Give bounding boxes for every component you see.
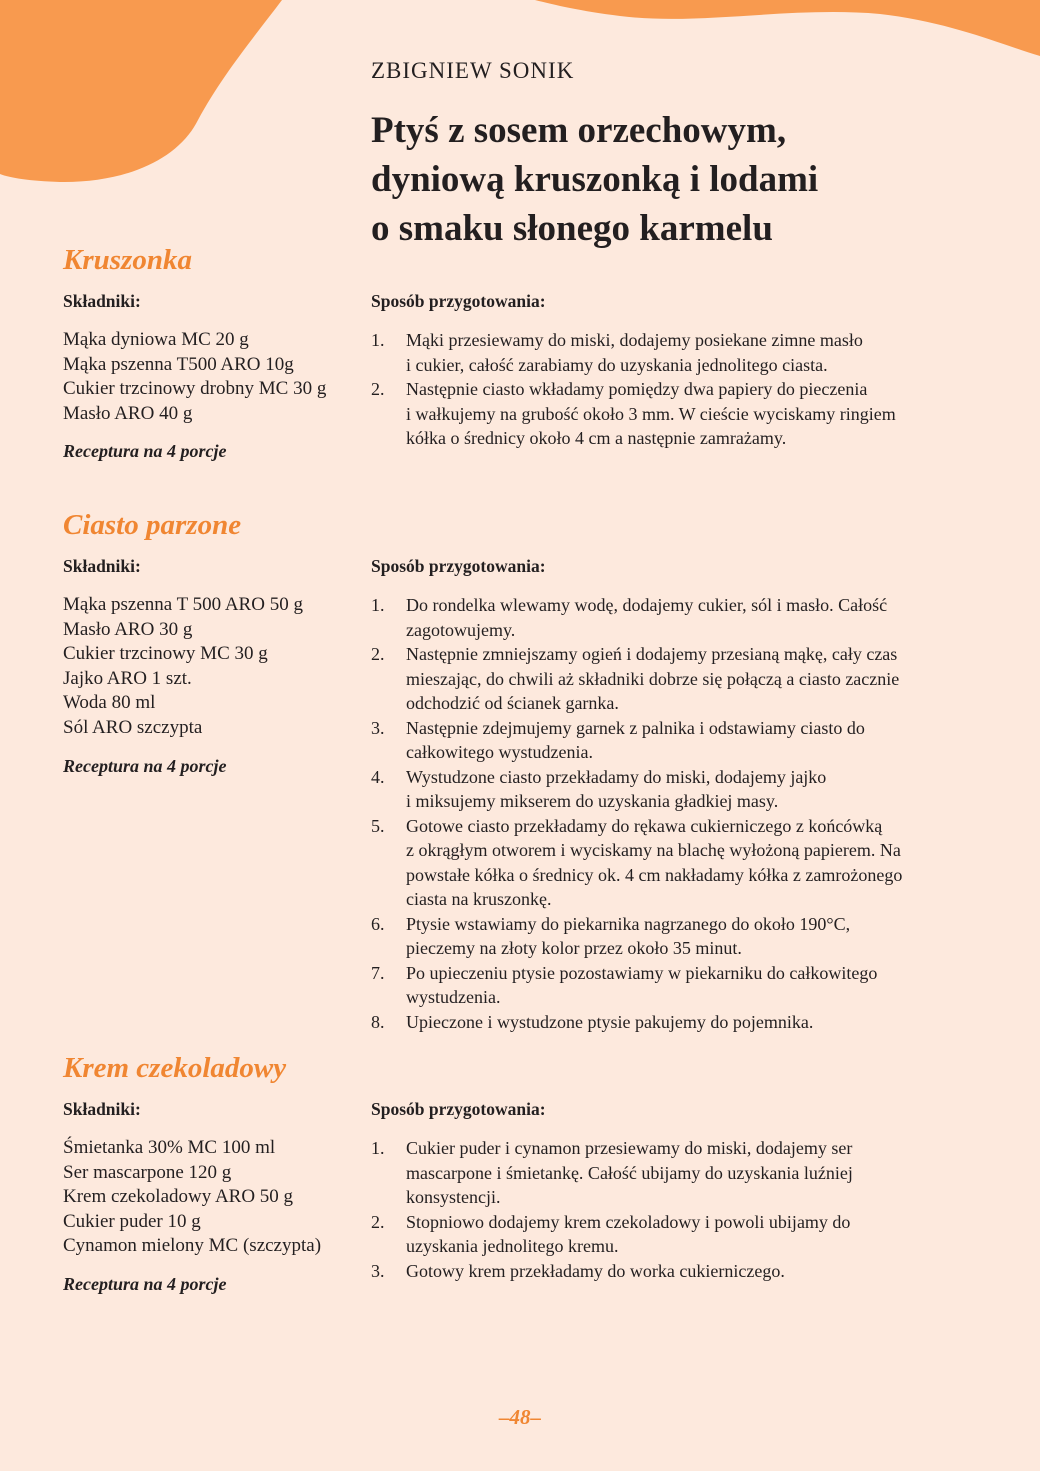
- step-line: i cukier, całość zarabiamy do uzyskania jednolitego ciasta.: [406, 354, 828, 375]
- step-line: Następnie zmniejszamy ogień i dodajemy przesianą mąkę, cały czas: [406, 644, 898, 664]
- top-right-blob: [535, 0, 1040, 56]
- method-step: [371, 328, 976, 377]
- method-label: Sposób przygotowania:: [371, 556, 546, 576]
- step-line: uzyskania jednolitego kremu.: [406, 1236, 619, 1256]
- step-number: 1.: [371, 330, 385, 350]
- method-step: [371, 1136, 976, 1210]
- ingredient-item: Cukier puder 10 g: [63, 1210, 201, 1232]
- step-number: 5.: [371, 815, 385, 836]
- ingredient-item: Śmietanka 30% MC 100 ml: [63, 1137, 276, 1158]
- step-number: 7.: [371, 962, 385, 983]
- method-step: [371, 961, 976, 1010]
- method-step: [371, 912, 976, 961]
- step-line: Upieczone i wystudzone ptysie pakujemy do pojemnika.: [406, 1011, 814, 1032]
- ingredient-item: Sól ARO szczypta: [63, 716, 203, 738]
- step-line: mascarpone i śmietankę. Całość ubijamy do uzyskania luźniej: [406, 1162, 853, 1183]
- ingredient-item: Mąka dyniowa MC 20 g: [63, 329, 249, 350]
- section-title: Ciasto parzone: [63, 509, 242, 541]
- step-line: ciasta na kruszonkę.: [406, 889, 552, 909]
- recipe-title: [371, 106, 991, 253]
- step-line: Ptysie wstawiamy do piekarnika nagrzanego do około 190°C,: [406, 913, 851, 934]
- step-line: Wystudzone ciasto przekładamy do miski, dodajemy jajko: [406, 766, 827, 787]
- step-line: Po upieczeniu ptysie pozostawiamy w piekarniku do całkowitego: [406, 962, 878, 983]
- servings-note: Receptura na 4 porcje: [63, 1274, 227, 1294]
- step-line: mieszając, do chwili aż składniki dobrze się połączą a ciasto zacznie: [406, 668, 900, 689]
- servings-note: Receptura na 4 porcje: [63, 441, 227, 461]
- step-number: 3.: [371, 1260, 385, 1281]
- ingredients-label: Składniki:: [63, 556, 141, 576]
- top-left-blob: [0, 0, 282, 182]
- step-line: Stopniowo dodajemy krem czekoladowy i powoli ubijamy do: [406, 1211, 851, 1232]
- step-line: Gotowe ciasto przekładamy do rękawa cukierniczego z końcówką: [406, 815, 883, 836]
- section-title: Kruszonka: [63, 244, 192, 276]
- title-line: dyniową kruszonką i lodami: [371, 159, 819, 200]
- method-step: [371, 642, 976, 716]
- ingredient-item: Masło ARO 30 g: [63, 618, 193, 640]
- step-line: Następnie zdejmujemy garnek z palnika i odstawiamy ciasto do: [406, 717, 865, 738]
- method-step: [371, 765, 976, 814]
- step-line: konsystencji.: [406, 1187, 501, 1207]
- step-line: Gotowy krem przekładamy do worka cukierniczego.: [406, 1260, 785, 1281]
- step-number: 2.: [371, 1211, 385, 1232]
- method-step: [371, 377, 976, 451]
- ingredient-item: Woda 80 ml: [63, 692, 156, 713]
- step-line: i miksujemy mikserem do uzyskania gładkiej masy.: [406, 791, 779, 811]
- step-number: 6.: [371, 913, 385, 934]
- method-step: [371, 1010, 976, 1035]
- section-title: Krem czekoladowy: [63, 1052, 287, 1084]
- ingredients-label: Składniki:: [63, 1099, 141, 1119]
- method-step: [371, 1259, 976, 1284]
- method-step: [371, 716, 976, 765]
- step-line: kółka o średnicy około 4 cm a następnie zamrażamy.: [406, 428, 787, 448]
- step-number: 4.: [371, 766, 385, 787]
- step-line: i wałkujemy na grubość około 3 mm. W cieście wyciskamy ringiem: [406, 403, 896, 424]
- method-step: [371, 593, 976, 642]
- step-number: 2.: [371, 644, 385, 664]
- step-line: powstałe kółka o średnicy ok. 4 cm nakładamy kółka z zamrożonego: [406, 864, 903, 885]
- step-line: Do rondelka wlewamy wodę, dodajemy cukier, sól i masło. Całość: [406, 595, 888, 615]
- title-line: o smaku słonego karmelu: [371, 208, 773, 249]
- step-line: odchodzić od ścianek garnka.: [406, 693, 619, 713]
- ingredient-item: Masło ARO 40 g: [63, 402, 193, 424]
- method-label: Sposób przygotowania:: [371, 1099, 546, 1119]
- step-line: wystudzenia.: [406, 987, 501, 1007]
- ingredients-list: [63, 328, 326, 426]
- ingredient-item: Mąka pszenna T500 ARO 10g: [63, 353, 294, 375]
- step-line: z okrągłym otworem i wyciskamy na blachę wyłożoną papierem. Na: [406, 840, 901, 860]
- step-line: całkowitego wystudzenia.: [406, 742, 593, 762]
- method-steps: [371, 328, 976, 451]
- step-number: 2.: [371, 379, 385, 399]
- ingredient-item: Ser mascarpone 120 g: [63, 1161, 232, 1183]
- method-step: [371, 814, 976, 912]
- ingredient-item: Jajko ARO 1 szt.: [63, 667, 192, 689]
- step-number: 1.: [371, 1138, 385, 1158]
- ingredients-list: [63, 593, 303, 740]
- step-number: 3.: [371, 717, 385, 738]
- method-label: Sposób przygotowania:: [371, 291, 546, 311]
- step-line: Cukier puder i cynamon przesiewamy do miski, dodajemy ser: [406, 1138, 853, 1158]
- ingredient-item: Cukier trzcinowy MC 30 g: [63, 643, 268, 664]
- method-steps: [371, 593, 976, 1034]
- ingredients-list: [63, 1136, 321, 1259]
- step-line: Następnie ciasto wkładamy pomiędzy dwa papiery do pieczenia: [406, 379, 868, 399]
- author-name: ZBIGNIEW SONIK: [371, 58, 575, 83]
- ingredients-label: Składniki:: [63, 291, 141, 311]
- step-line: zagotowujemy.: [406, 619, 516, 640]
- ingredient-item: Mąka pszenna T 500 ARO 50 g: [63, 594, 303, 615]
- ingredient-item: Cukier trzcinowy drobny MC 30 g: [63, 378, 327, 399]
- step-number: 1.: [371, 595, 385, 615]
- step-line: Mąki przesiewamy do miski, dodajemy posiekane zimne masło: [406, 330, 863, 350]
- page-number: –48–: [499, 1405, 541, 1429]
- servings-note: Receptura na 4 porcje: [63, 756, 227, 776]
- ingredient-item: Cynamon mielony MC (szczypta): [63, 1235, 322, 1256]
- ingredient-item: Krem czekoladowy ARO 50 g: [63, 1186, 294, 1207]
- method-step: [371, 1210, 976, 1259]
- title-line: Ptyś z sosem orzechowym,: [371, 110, 787, 151]
- step-line: pieczemy na złoty kolor przez około 35 minut.: [406, 938, 742, 958]
- method-steps: [371, 1136, 976, 1283]
- step-number: 8.: [371, 1011, 385, 1032]
